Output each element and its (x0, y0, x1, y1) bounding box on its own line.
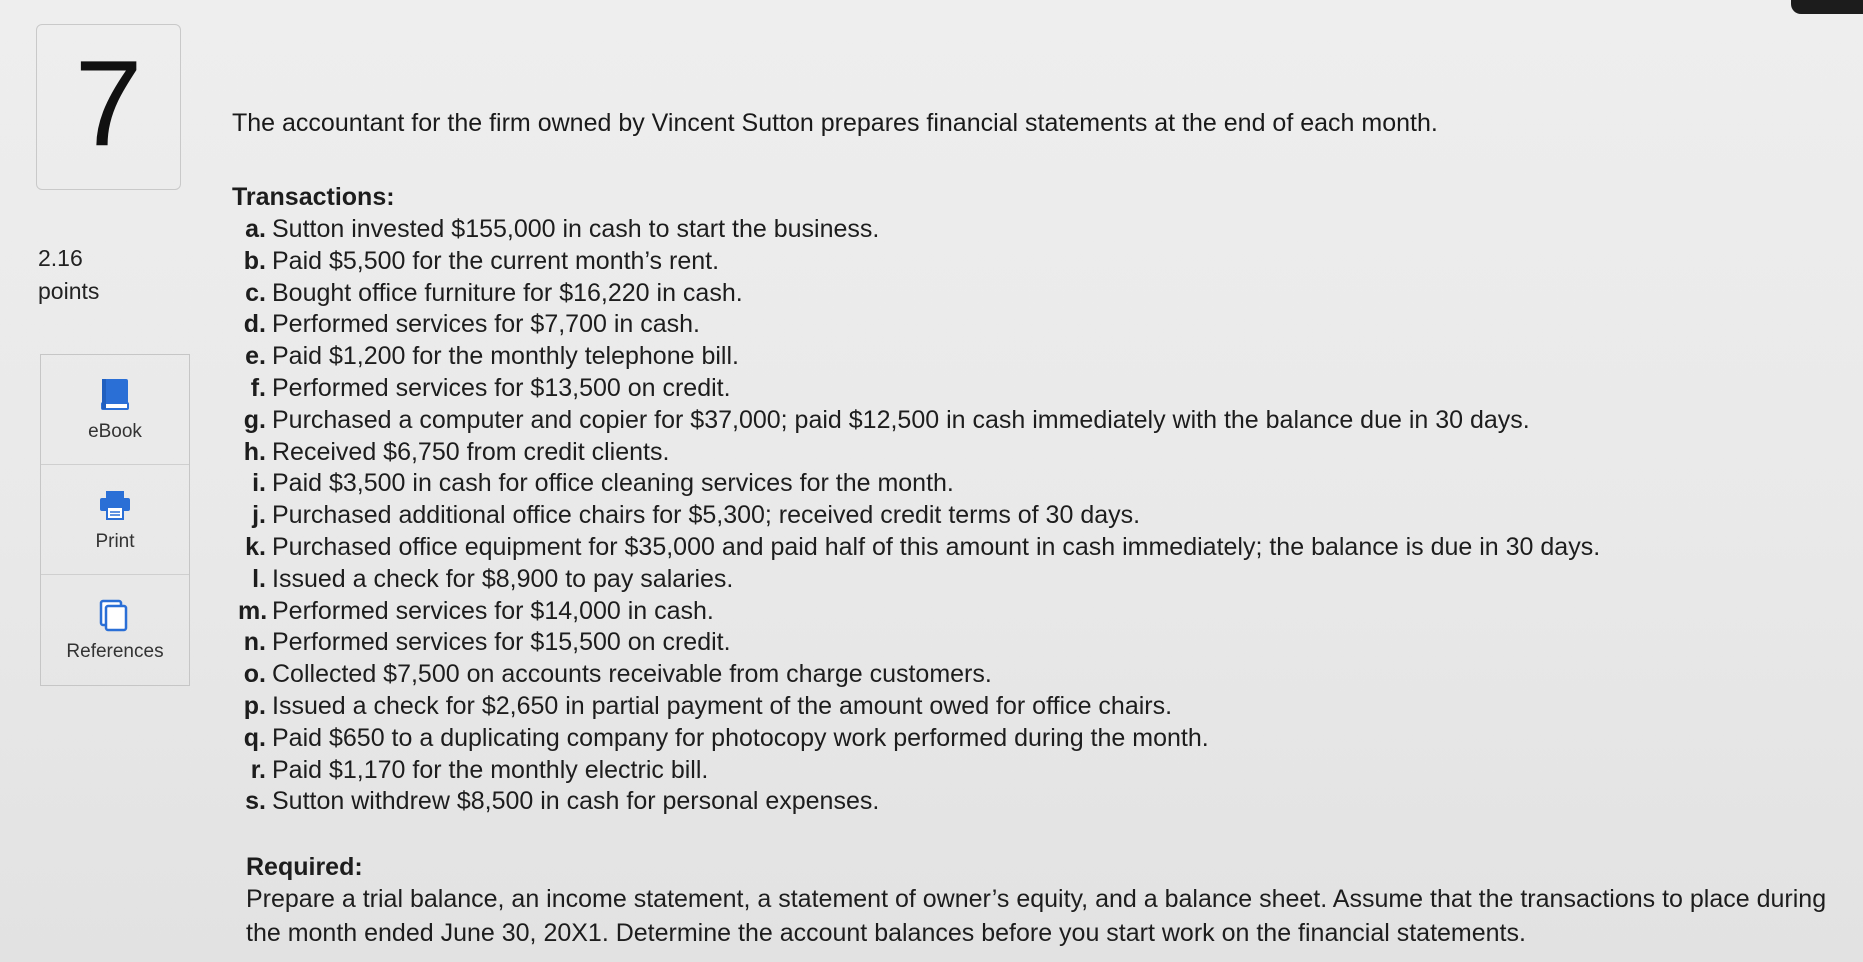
transaction-item (238, 246, 1832, 278)
transaction-letter: q. (243, 723, 266, 752)
transaction-text: Paid $650 to a duplicating company for photocopy work performed during the month. (272, 723, 1209, 752)
transaction-item (238, 564, 1832, 596)
points-label: points (38, 278, 100, 304)
transaction-text: Performed services for $7,700 in cash. (272, 310, 700, 339)
transaction-text: Purchased office equipment for $35,000 and paid half of this amount in cash immediately; the balance is due in 30 days. (272, 532, 1601, 561)
transactions-title: Transactions: (232, 183, 395, 211)
transaction-item (238, 405, 1832, 437)
transaction-letter: k. (245, 532, 266, 561)
transaction-item (238, 373, 1832, 405)
transaction-text: Performed services for $13,500 on credit. (272, 373, 731, 402)
transaction-text: Purchased a computer and copier for $37,000; paid $12,500 in cash immediately with the balance due in 30 days. (272, 405, 1530, 434)
problem-content (232, 108, 1832, 950)
transaction-text: Paid $5,500 for the current month’s rent. (272, 246, 720, 275)
transaction-letter: o. (243, 660, 266, 689)
transaction-item (238, 309, 1832, 341)
transaction-text: Issued a check for $2,650 in partial payment of the amount owed for office chairs. (272, 691, 1173, 720)
references-button[interactable] (41, 575, 189, 685)
transaction-item (238, 596, 1832, 628)
transaction-item (238, 341, 1832, 373)
transaction-letter: i. (252, 469, 266, 498)
transaction-text: Paid $1,170 for the monthly electric bill. (272, 755, 709, 784)
print-button[interactable] (41, 465, 189, 575)
ebook-label: eBook (88, 421, 142, 442)
transaction-item (238, 214, 1832, 246)
transaction-item (238, 786, 1832, 818)
points-value: 2.16 (38, 245, 83, 271)
transaction-item (238, 500, 1832, 532)
required-text: Prepare a trial balance, an income statement, a statement of owner’s equity, and a balance sheet. Assume that the transactions to place during the month ended June 30, 20X1. Determine the account balances before you start work on the financial statements. (246, 885, 1827, 948)
question-number: 7 (74, 35, 143, 171)
transaction-text: Paid $1,200 for the monthly telephone bill. (272, 342, 739, 371)
transaction-letter: g. (243, 405, 266, 434)
transaction-letter: l. (252, 564, 266, 593)
transaction-text: Sutton invested $155,000 in cash to start the business. (272, 215, 880, 243)
transactions-list (238, 214, 1832, 818)
question-number-box (36, 24, 181, 190)
transaction-text: Collected $7,500 on accounts receivable from charge customers. (272, 660, 992, 689)
transaction-letter: j. (252, 501, 266, 530)
transaction-letter: e. (245, 342, 266, 371)
documents-icon (97, 597, 133, 633)
transaction-text: Received $6,750 from credit clients. (272, 437, 670, 466)
transaction-text: Performed services for $15,500 on credit. (272, 628, 731, 657)
points-block (38, 242, 99, 308)
transaction-text: Paid $3,500 in cash for office cleaning services for the month. (272, 469, 954, 498)
transaction-text: Bought office furniture for $16,220 in cash. (272, 278, 743, 307)
transaction-item (238, 468, 1832, 500)
transaction-text: Performed services for $14,000 in cash. (272, 596, 714, 625)
transaction-letter: c. (245, 278, 266, 307)
tools-panel (40, 354, 190, 686)
transaction-letter: p. (243, 691, 266, 720)
ebook-button[interactable] (41, 355, 189, 465)
transaction-item (238, 755, 1832, 787)
transaction-text: Issued a check for $8,900 to pay salaries. (272, 564, 734, 593)
transaction-item (238, 437, 1832, 469)
print-label: Print (95, 531, 135, 552)
transaction-letter: m. (238, 596, 268, 625)
transaction-letter: a. (245, 215, 266, 243)
transaction-item (238, 723, 1832, 755)
transaction-letter: n. (243, 628, 266, 657)
transaction-item (238, 532, 1832, 564)
transaction-item (238, 659, 1832, 691)
transaction-item (238, 278, 1832, 310)
transaction-letter: f. (250, 373, 266, 402)
printer-icon (97, 487, 133, 523)
transaction-letter: h. (243, 437, 266, 466)
transaction-letter: b. (243, 246, 266, 275)
transaction-letter: d. (243, 310, 266, 339)
transaction-item (238, 691, 1832, 723)
references-label: References (66, 641, 164, 662)
required-title: Required: (246, 853, 363, 882)
top-right-tab (1791, 0, 1863, 14)
problem-intro: The accountant for the firm owned by Vincent Sutton prepares financial statements at the end of each month. (232, 109, 1438, 137)
transaction-letter: s. (245, 787, 266, 816)
transaction-letter: r. (250, 755, 266, 784)
transaction-item (238, 627, 1832, 659)
transaction-text: Sutton withdrew $8,500 in cash for personal expenses. (272, 787, 880, 816)
book-icon (97, 377, 133, 413)
transaction-text: Purchased additional office chairs for $5,300; received credit terms of 30 days. (272, 501, 1141, 530)
